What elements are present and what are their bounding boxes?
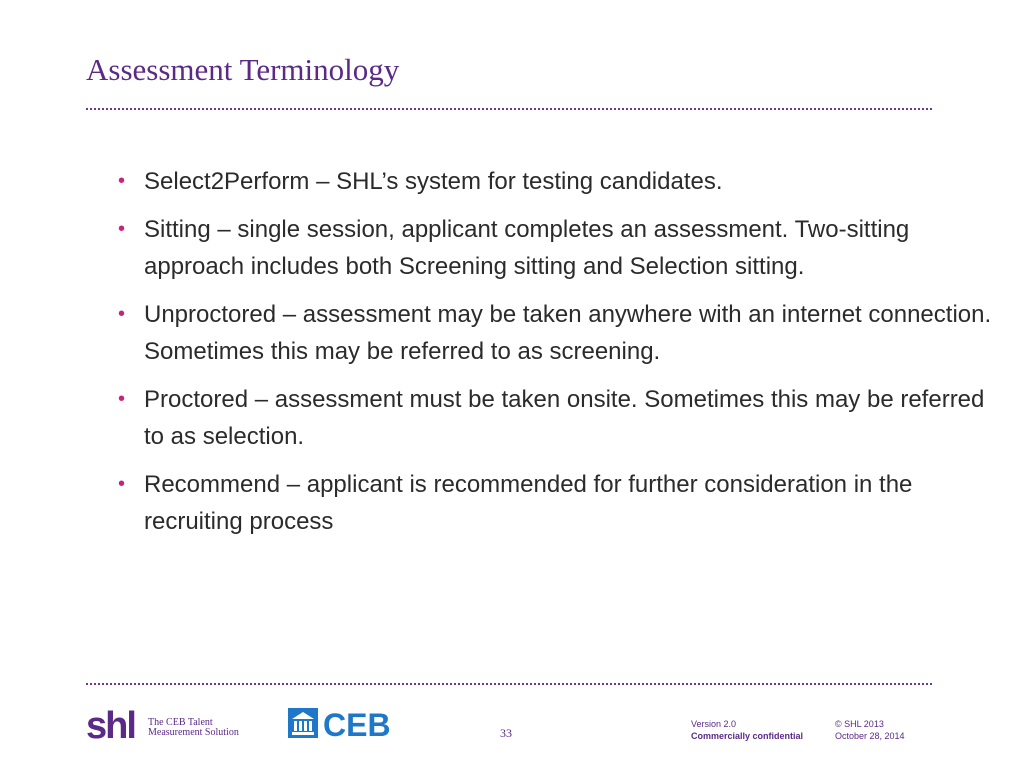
- page-number: 33: [500, 726, 512, 740]
- bullet-text: Unproctored – assessment may be taken anywhere with an internet connection. Sometimes this may be referred to as screening.: [144, 301, 992, 365]
- ceb-logo-text: CEB: [323, 707, 391, 742]
- confidential-label: Commercially confidential: [691, 731, 804, 741]
- bullet-item: [118, 296, 1008, 370]
- version-info: [691, 718, 803, 742]
- bullet-text: Select2Perform – SHL’s system for testing candidates.: [144, 168, 723, 195]
- bullet-icon: •: [118, 388, 126, 410]
- bullet-icon: •: [118, 303, 126, 325]
- bullet-text: Sitting – single session, applicant completes an assessment. Two-sitting approach includes both Screening sitting and Selection sitting.: [144, 216, 910, 280]
- copyright-label: © SHL 2013: [835, 719, 884, 729]
- bullet-item: [118, 381, 1008, 455]
- bullet-icon: •: [118, 218, 126, 240]
- shl-logo: [86, 704, 146, 744]
- slide-title: Assessment Terminology: [86, 52, 400, 87]
- version-label: Version 2.0: [691, 719, 737, 729]
- shl-tagline-line1: The CEB Talent: [148, 717, 213, 728]
- shl-logo-text: shl: [86, 705, 135, 744]
- date-label: October 28, 2014: [835, 731, 905, 741]
- bullet-item: [118, 163, 1008, 200]
- bullet-item: [118, 466, 1008, 540]
- shl-tagline-line2: Measurement Solution: [148, 727, 239, 738]
- shl-tagline: [148, 718, 239, 738]
- copyright-info: [835, 718, 905, 742]
- bullet-text: Proctored – assessment must be taken onsite. Sometimes this may be referred to as selection.: [144, 386, 985, 450]
- bullet-item: [118, 211, 1008, 285]
- bottom-divider: [86, 683, 932, 685]
- bullet-text: Recommend – applicant is recommended for further consideration in the recruiting process: [144, 471, 913, 535]
- ceb-logo: [286, 706, 406, 742]
- top-divider: [86, 108, 932, 110]
- bullet-icon: •: [118, 473, 126, 495]
- slide-footer: [0, 690, 1024, 768]
- bullet-icon: •: [118, 170, 126, 192]
- bullet-list: [118, 163, 1008, 551]
